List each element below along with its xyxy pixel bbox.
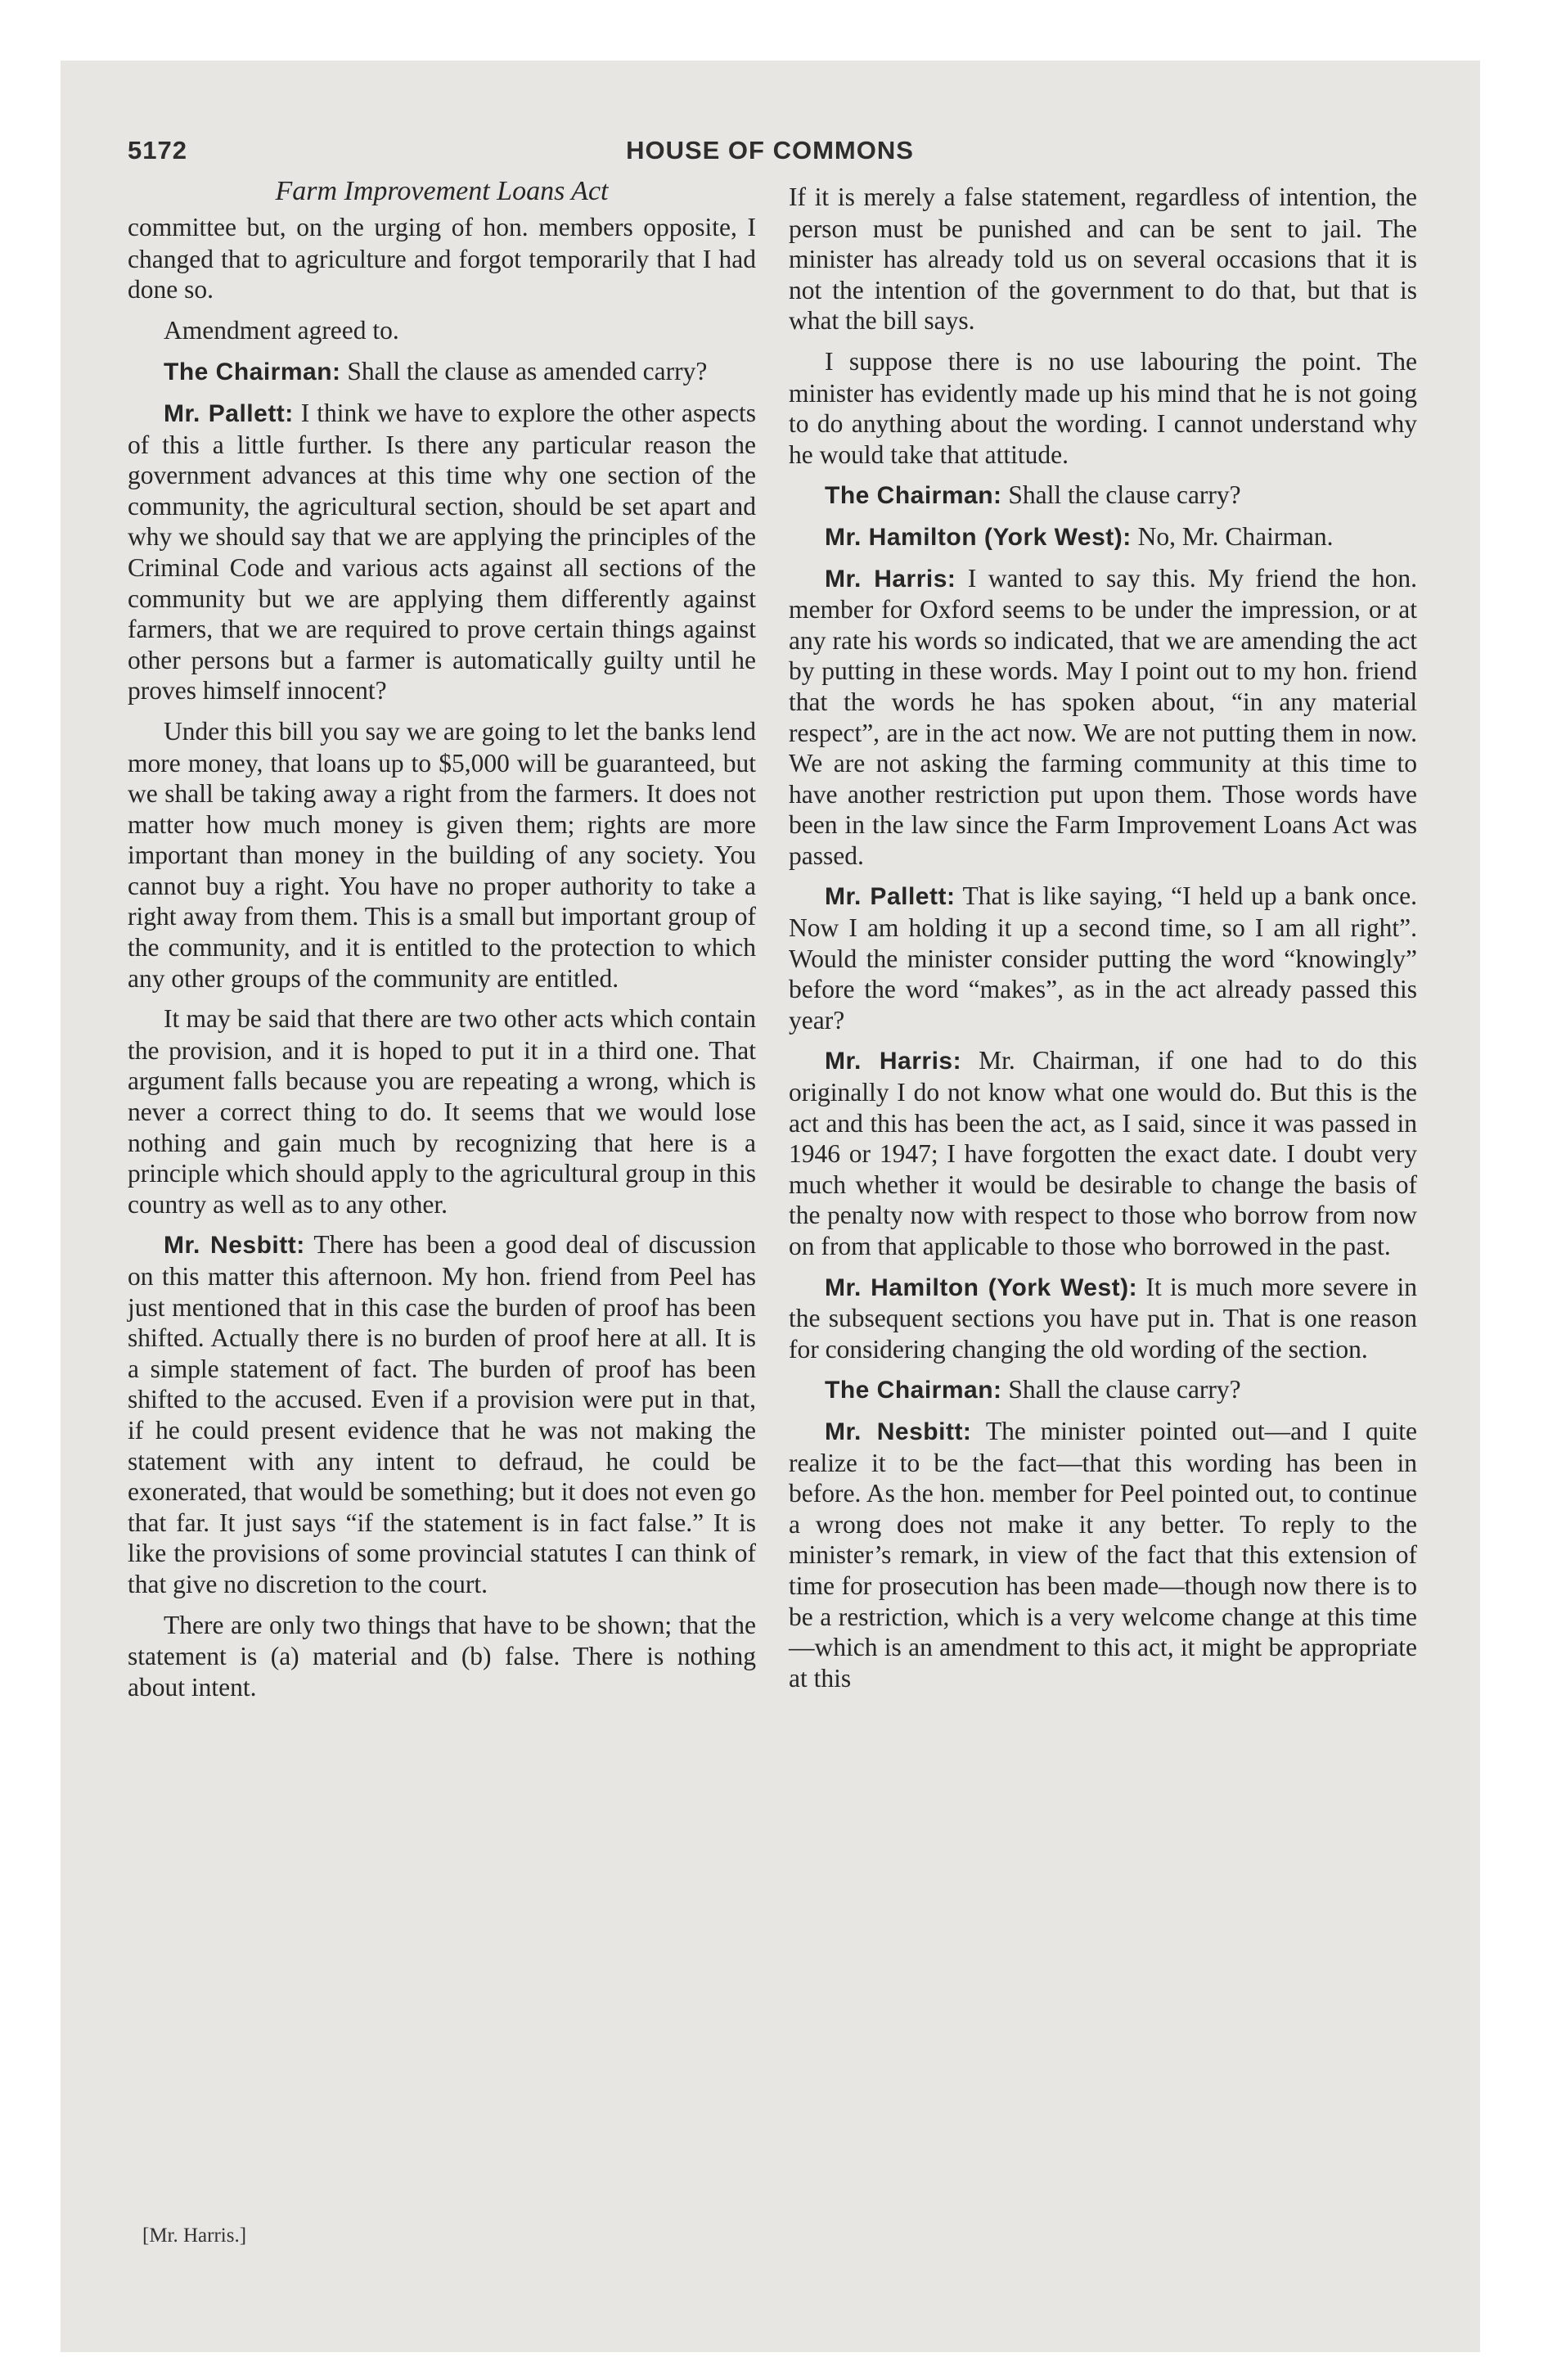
paragraph — [789, 563, 1417, 872]
speaker-name: The Chairman: — [825, 1377, 1002, 1404]
speaker-name: Mr. Harris: — [825, 565, 956, 593]
paragraph-text: It is much more severe in the subsequent sections you have put in. That is one reason for considering changing the old wording of the section. — [789, 1272, 1417, 1364]
paragraph-text: I wanted to say this. My friend the hon. member for Oxford seems to be under the impression, or at any rate his words so indicated, that we are amending the act by putting in these words. May I point out to my hon. friend that the words he has spoken about, “in any material respect”, are in the act now. We are not putting them in now. We are not asking the farming community at this time to have another restriction put upon them. Those words have been in the law since the Farm Improvement Loans Act was passed. — [789, 563, 1417, 870]
speaker-name: Mr. Harris: — [825, 1048, 962, 1075]
paragraph — [128, 1610, 756, 1703]
speaker-name: Mr. Nesbitt: — [825, 1418, 972, 1445]
paragraph-text: There are only two things that have to be shown; that the statement is (a) material and (b) false. There is nothing about intent. — [128, 1610, 756, 1702]
paragraph-text: There has been a good deal of discussion on this matter this afternoon. My hon. friend from Peel has just mentioned that in this case the burden of proof has been shifted. Actually there is no burden of proof here at all. It is a simple statement of fact. The burden of proof has been shifted to the accused. Even if a provision were put in that, if he could present evidence that he was not making the statement with any intent to defraud, he could be exonerated, that would be something; but it does not even go that far. It just says “if the statement is in fact false.” It is like the provisions of some provincial statutes I can think of that give no discretion to the court. — [128, 1230, 756, 1598]
paragraph — [789, 1374, 1417, 1406]
speaker-name: Mr. Nesbitt: — [164, 1232, 305, 1260]
paragraph — [128, 398, 756, 706]
paragraph-text: Amendment agreed to. — [164, 315, 399, 345]
page-number: 5172 — [128, 136, 187, 165]
paragraph — [128, 212, 756, 305]
right-column — [789, 182, 1417, 1703]
paragraph-text: Shall the clause carry? — [1008, 1375, 1241, 1404]
paragraph-text: The minister pointed out—and I quite realize it to be the fact—that this wording has been in before. As the hon. member for Peel pointed out, to continue a wrong does not make it any better. To reply to the minister’s remark, in view of the fact that this extension of time for prosecution has been made—though now there is to be a restriction, which is a very welcome change at this time—which is an amendment to this act, it might be appropriate at this — [789, 1416, 1417, 1693]
paragraph-text: Under this bill you say we are going to let the banks lend more money, that loans up to $5,000 will be guaranteed, but we shall be taking away a right from the farmers. It does not matter how much money is given them; rights are more important than money in the building of any society. You cannot buy a right. You have no proper authority to take a right away from them. This is a small but important group of the community, and it is entitled to the protection to which any other groups of the community are entitled. — [128, 716, 756, 993]
paragraph — [128, 1229, 756, 1599]
paragraph — [789, 346, 1417, 470]
paragraph-text: Shall the clause carry? — [1008, 480, 1241, 510]
speaker-name: Mr. Pallett: — [164, 399, 294, 427]
house-name: HOUSE OF COMMONS — [626, 136, 914, 165]
paragraph-text: That is like saying, “I held up a bank once. Now I am holding it up a second time, so I am all right”. Would the minister consider putting the word “knowingly” before the word “makes”, as in the act already passed this year? — [789, 881, 1417, 1034]
subject-heading: Farm Improvement Loans Act — [275, 176, 609, 206]
paragraph-text: If it is merely a false statement, regardless of intention, the person must be punished and can be sent to jail. The minister has already told us on several occasions that it is not the intention of the government to do that, but that is what the bill says. — [789, 183, 1417, 336]
speaker-name: Mr. Hamilton (York West): — [825, 523, 1132, 551]
paragraph — [789, 1045, 1417, 1261]
paragraph — [789, 521, 1417, 553]
paragraph — [789, 182, 1417, 336]
speaker-name: The Chairman: — [825, 482, 1002, 510]
paragraph-text: It may be said that there are two other acts which contain the provision, and it is hoped to put it in a third one. That argument falls because you are repeating a wrong, which is never a correct thing to do. It seems that we would lose nothing and gain much by recognizing that here is a principle which should apply to the agricultural group in this country as well as to any other. — [128, 1004, 756, 1219]
paragraph-text: No, Mr. Chairman. — [1137, 521, 1334, 551]
speaker-name: The Chairman: — [164, 358, 341, 386]
paragraph — [789, 881, 1417, 1035]
page-header — [128, 136, 1412, 177]
paragraph-text: I think we have to explore the other aspects of this a little further. Is there any particular reason the government advances at this time why one section of the community, the agricultural section, should be set apart and why we should say that we are applying the principles of the Criminal Code and various acts against all sections of the community but we are applying them differently against farmers, that we are required to prove certain things against other persons but a farmer is automatically guilty until he proves himself innocent? — [128, 398, 757, 705]
paragraph — [128, 315, 756, 347]
paragraph-text: committee but, on the urging of hon. members opposite, I changed that to agriculture and forgot temporarily that I had done so. — [128, 213, 756, 304]
paragraph — [128, 716, 756, 994]
paragraph-text: I suppose there is no use labouring the point. The minister has evidently made up his mind that he is not going to do anything about the wording. I cannot understand why he would take that attitude. — [789, 346, 1417, 469]
paragraph — [128, 1003, 756, 1219]
footer-note: [Mr. Harris.] — [142, 2224, 247, 2247]
speaker-name: Mr. Pallett: — [825, 883, 956, 911]
paragraph — [789, 1272, 1417, 1365]
paragraph-text: Mr. Chairman, if one had to do this originally I do not know what one would do. But this is the act and this has been the act, as I said, since it was passed in 1946 or 1947; I have forgotten the exact date. I doubt very much whether it would be desirable to change the basis of the penalty now with respect to those who borrow from now on from that applicable to those who borrowed in the past. — [789, 1046, 1417, 1260]
speaker-name: Mr. Hamilton (York West): — [825, 1273, 1138, 1301]
left-column — [128, 212, 756, 1712]
paragraph — [789, 1416, 1417, 1693]
paragraph — [789, 480, 1417, 512]
paragraph-text: Shall the clause as amended carry? — [347, 357, 708, 386]
paragraph — [128, 356, 756, 388]
page — [61, 61, 1480, 2352]
